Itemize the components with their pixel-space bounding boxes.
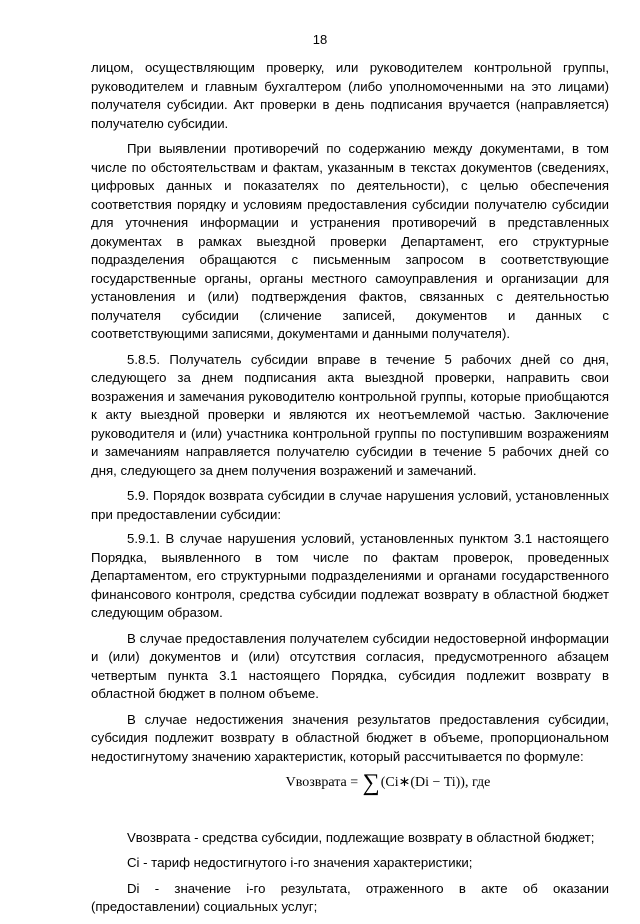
definition-ci: Ci - тариф недостигнутого i-го значения характеристики; bbox=[127, 855, 473, 870]
formula-suffix: где bbox=[468, 775, 491, 790]
paragraph-act-signing: лицом, осуществляющим проверку, или руководителем контрольной группы, руководителем и главным бухгалтером (либо уполномоченными на это лицами) получателя субсидии. Акт проверки в день подписания вручается (направляется) получателю субсидии. bbox=[91, 60, 609, 131]
formula-body: (Ci∗(Di − Ti)), bbox=[380, 775, 469, 790]
refund-formula bbox=[91, 770, 609, 796]
sum-symbol: ∑ bbox=[362, 770, 380, 796]
paragraph-unreliable-info: В случае предоставления получателем субсидии недостоверной информации и (или) документов и (или) отсутствия согласия, предусмотренного абзацем четвертым пункта 3.1 настоящего Порядка, субсидия подлежит возврату в областной бюджет в полном объеме. bbox=[91, 630, 609, 701]
document-body bbox=[91, 59, 609, 924]
page-number: 18 bbox=[312, 32, 328, 47]
paragraph-5-8-5: 5.8.5. Получатель субсидии вправе в течение 5 рабочих дней со дня, следующего за днем подписания акта выездной проверки, направить свои возражения и замечания руководителю контрольной группы, которые приобщаются к акту выездной проверки и являются их неотъемлемой частью. Заключение руководителя и (или) участника контрольной группы по поступившим возражениям и замечаниям направляется получателю субсидии в течение 5 рабочих дней со дня, следующего за днем получения возражений и замечаний. bbox=[91, 351, 609, 478]
paragraph-contradictions: При выявлении противоречий по содержанию между документами, в том числе по обстоятельствам и фактам, указанным в текстах документов (сведениях, цифровых данных и показателях по деятельности), с целью обеспечения соответствия порядку и условиям предоставления субсидии получателю субсидии для уточнения информации и устранения противоречий в представленных документах в рамках выездной проверки Департамент, его структурные подразделения обращаются с письменным запросом в соответствующие государственные органы, органы местного самоуправления и организации для установления и (или) подтверждения фактов, связанных с деятельностью получателя субсидии (сличение записей, документов и данных с соответствующими записями, документами и данными получателя). bbox=[91, 141, 609, 341]
definition-di: Di - значение i-го результата, отраженного в акте об оказании (предоставлении) социальных услуг; bbox=[91, 880, 609, 914]
paragraph-5-9: 5.9. Порядок возврата субсидии в случае нарушения условий, установленных при предоставлении субсидии: bbox=[91, 488, 609, 522]
paragraph-5-9-1: 5.9.1. В случае нарушения условий, установленных пунктом 3.1 настоящего Порядка, выявленного в том числе по фактам проверок, проведенных Департаментом, его структурными подразделениями и органами государственного финансового контроля, средства субсидии подлежат возврату в областной бюджет следующим образом. bbox=[91, 531, 609, 620]
definition-v-vozvrata: Vвозврата - средства субсидии, подлежащие возврату в областной бюджет; bbox=[127, 829, 595, 845]
formula-lhs: Vвозврата bbox=[285, 775, 347, 790]
paragraph-non-achievement: В случае недостижения значения результатов предоставления субсидии, субсидия подлежит возврату в областной бюджет в объеме, пропорциональном недостигнутому значению характеристик, который рассчитывается по формуле: bbox=[91, 711, 609, 764]
formula-equals: = bbox=[346, 775, 362, 790]
